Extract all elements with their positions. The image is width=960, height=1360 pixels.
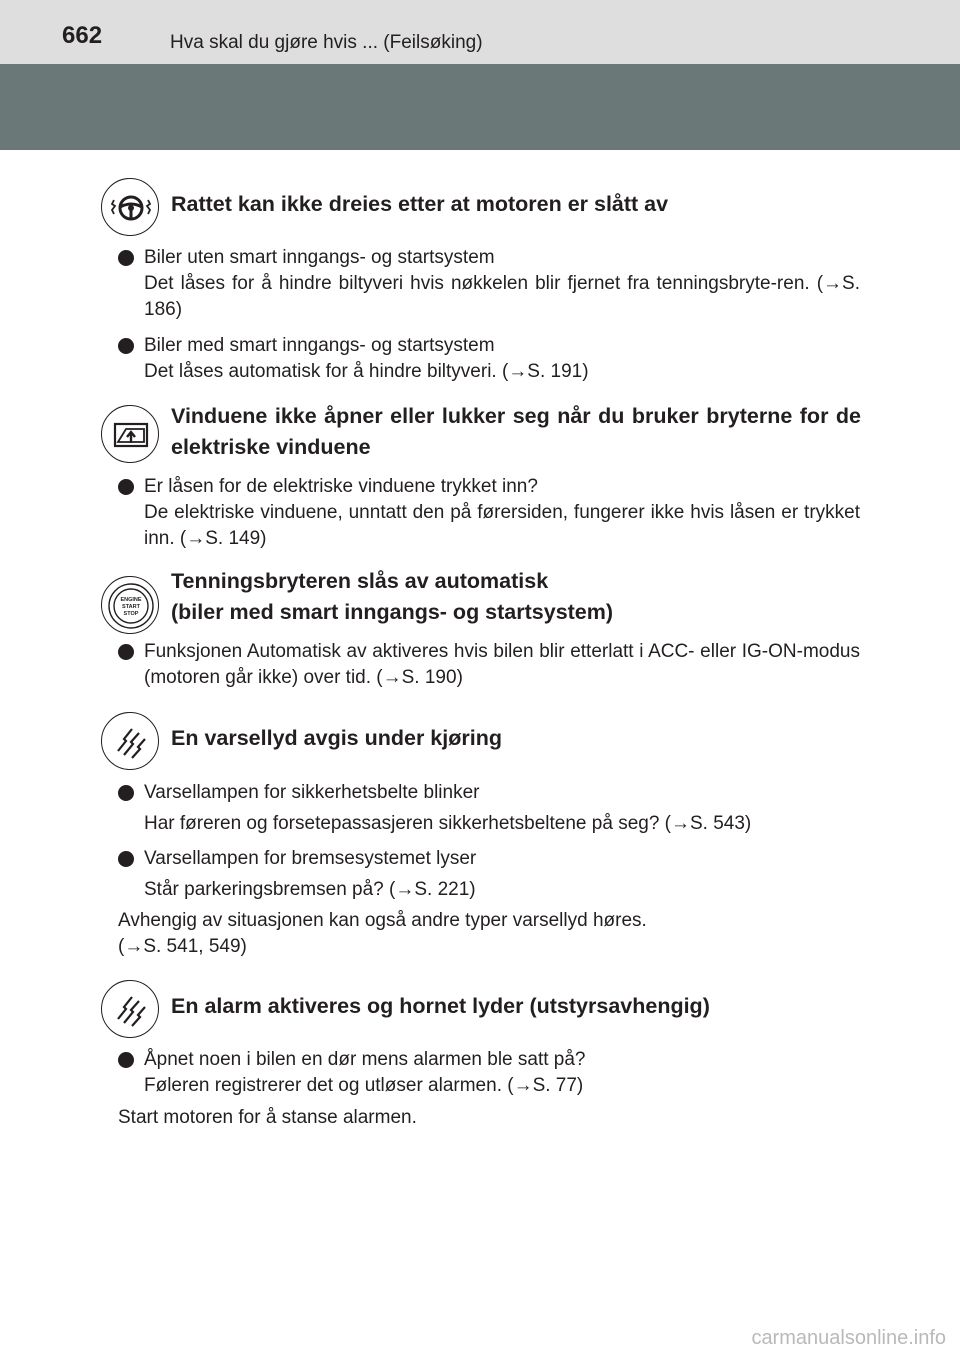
bullet-icon: [118, 644, 134, 660]
steering-lock-icon: [101, 178, 159, 236]
section-note: [118, 908, 860, 960]
section-heading-windows: Vinduene ikke åpner eller lukker seg når du bruker bryterne for de elektriske vinduene: [171, 404, 861, 459]
item-body: Har føreren og forsetepassasjeren sikkerhetsbeltene på seg? (→S. 543): [144, 813, 752, 834]
watermark: carmanualsonline.info: [751, 1327, 946, 1349]
bullet-icon: [118, 479, 134, 495]
power-window-icon: [101, 405, 159, 463]
bullet-icon: [118, 250, 134, 266]
section-heading-steering: Rattet kan ikke dreies etter at motoren er slått av: [171, 192, 669, 216]
item-body: De elektriske vinduene, unntatt den på førersiden, fungerer ikke hvis låsen er trykket inn. (→S. 149): [144, 502, 860, 549]
item-title: Biler med smart inngangs- og startsystem: [144, 335, 495, 356]
alarm-sound-icon: [101, 980, 159, 1038]
note-line: Avhengig av situasjonen kan også andre typer varsellyd høres.: [118, 910, 647, 931]
item-body: Står parkeringsbremsen på? (→S. 221): [144, 879, 476, 900]
item-title: Biler uten smart inngangs- og startsystem: [144, 247, 495, 268]
running-title: Hva skal du gjøre hvis ... (Feilsøking): [170, 32, 483, 53]
icon-text-engine: ENGINE: [120, 597, 142, 603]
section-heading-ignition: [171, 566, 861, 628]
heading-line: (biler med smart inngangs- og startsystem): [171, 600, 614, 624]
bullet-icon: [118, 338, 134, 354]
item-body: Føleren registrerer det og utløser alarmen. (→S. 77): [144, 1075, 584, 1096]
heading-line: Tenningsbryteren slås av automatisk: [171, 569, 549, 593]
item-body: Funksjonen Automatisk av aktiveres hvis bilen blir etterlatt i ACC- eller IG-ON-modus (motoren går ikke) over tid. (→S. 190): [144, 641, 860, 688]
warning-sound-icon: [101, 712, 159, 770]
section-band: [0, 64, 960, 150]
bullet-icon: [118, 1052, 134, 1068]
item-title: Åpnet noen i bilen en dør mens alarmen ble satt på?: [144, 1049, 586, 1070]
section-heading-alarm: En alarm aktiveres og hornet lyder (utstyrsavhengig): [171, 994, 710, 1018]
icon-text-start: START: [122, 604, 140, 610]
item-title: Er låsen for de elektriske vinduene trykket inn?: [144, 476, 538, 497]
item-title: Varsellampen for sikkerhetsbelte blinker: [144, 782, 480, 803]
item-body: Det låses for å hindre biltyveri hvis nøkkelen blir fjernet fra tenningsbryte-ren. (→S. 186): [144, 273, 860, 320]
note-line: (→S. 541, 549): [118, 936, 247, 957]
bullet-icon: [118, 851, 134, 867]
section-note: Start motoren for å stanse alarmen.: [118, 1107, 417, 1128]
icon-text-stop: STOP: [123, 611, 139, 617]
page-number: 662: [62, 22, 103, 49]
page-header: [0, 0, 960, 64]
section-heading-warning: En varsellyd avgis under kjøring: [171, 726, 502, 750]
item-title: Varsellampen for bremsesystemet lyser: [144, 848, 477, 869]
item-body: Det låses automatisk for å hindre biltyveri. (→S. 191): [144, 361, 589, 382]
bullet-icon: [118, 785, 134, 801]
engine-start-stop-icon: [101, 576, 159, 634]
